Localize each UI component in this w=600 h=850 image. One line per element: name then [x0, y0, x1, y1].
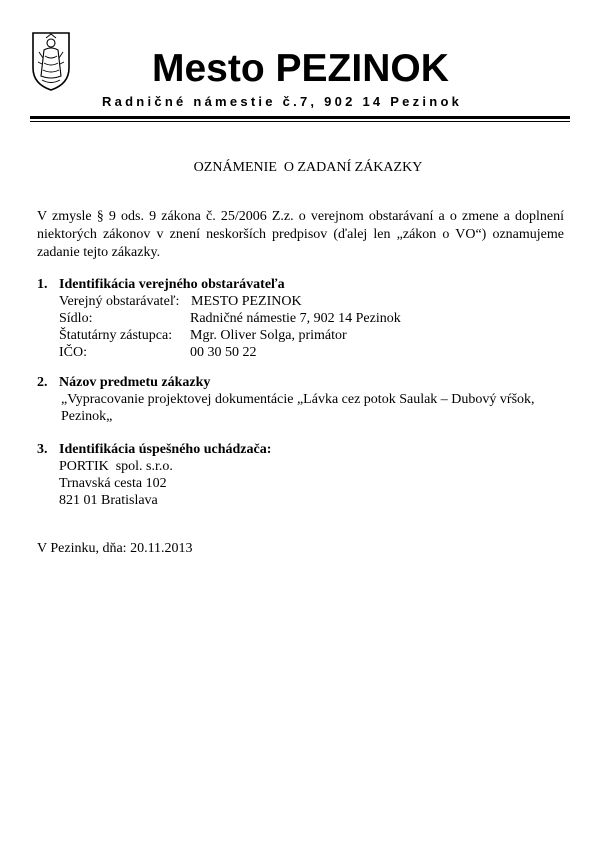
bidder-line: Trnavská cesta 102 — [59, 476, 167, 491]
header-divider — [30, 116, 570, 119]
info-row — [59, 293, 567, 310]
info-label: IČO: — [59, 345, 87, 360]
section-title: Názov predmetu zákazky — [59, 375, 211, 390]
section-title: Identifikácia úspešného uchádzača: — [59, 442, 272, 457]
coat-of-arms-icon — [30, 30, 72, 92]
section-successful-bidder — [37, 441, 567, 509]
info-value: Radničné námestie 7, 902 14 Pezinok — [190, 311, 401, 326]
section-heading — [37, 441, 567, 458]
info-label: Štatutárny zástupca: — [59, 328, 173, 343]
bidder-line: 821 01 Bratislava — [59, 493, 158, 508]
section-heading — [37, 276, 567, 293]
info-label: Sídlo: — [59, 311, 93, 326]
section-number: 2. — [37, 375, 48, 390]
section-number: 3. — [37, 442, 48, 457]
section-heading — [37, 374, 567, 391]
bidder-line: PORTIK spol. s.r.o. — [59, 459, 173, 474]
contract-description: „Vypracovanie projektovej dokumentácie „Lávka cez potok Saulak – Dubový vŕšok, Pezinok„ — [61, 392, 535, 424]
info-label: Verejný obstarávateľ: — [59, 294, 180, 309]
info-row — [59, 310, 567, 327]
city-address: Radničné námestie č.7, 902 14 Pezinok — [102, 94, 463, 109]
section-number: 1. — [37, 277, 48, 292]
info-value: 00 30 50 22 — [190, 345, 257, 360]
city-title: Mesto PEZINOK — [152, 47, 449, 90]
section-contract-subject — [37, 374, 567, 425]
place-date: V Pezinku, dňa: 20.11.2013 — [37, 541, 193, 556]
info-value: Mgr. Oliver Solga, primátor — [190, 328, 347, 343]
section-title: Identifikácia verejného obstarávateľa — [59, 277, 285, 292]
info-row — [59, 327, 567, 344]
info-row — [59, 344, 567, 361]
intro-paragraph: V zmysle § 9 ods. 9 zákona č. 25/2006 Z.z. o verejnom obstarávaní a o zmene a doplnení niektorých zákonov v znení neskorších predpisov (ďalej len „zákon o VO“) oznamujeme zadanie tejto zákazky. — [37, 209, 564, 260]
section-contracting-authority — [37, 276, 567, 361]
info-value: MESTO PEZINOK — [191, 294, 302, 309]
header-divider-thin — [30, 121, 570, 122]
document-heading: OZNÁMENIE O ZADANÍ ZÁKAZKY — [193, 160, 423, 175]
